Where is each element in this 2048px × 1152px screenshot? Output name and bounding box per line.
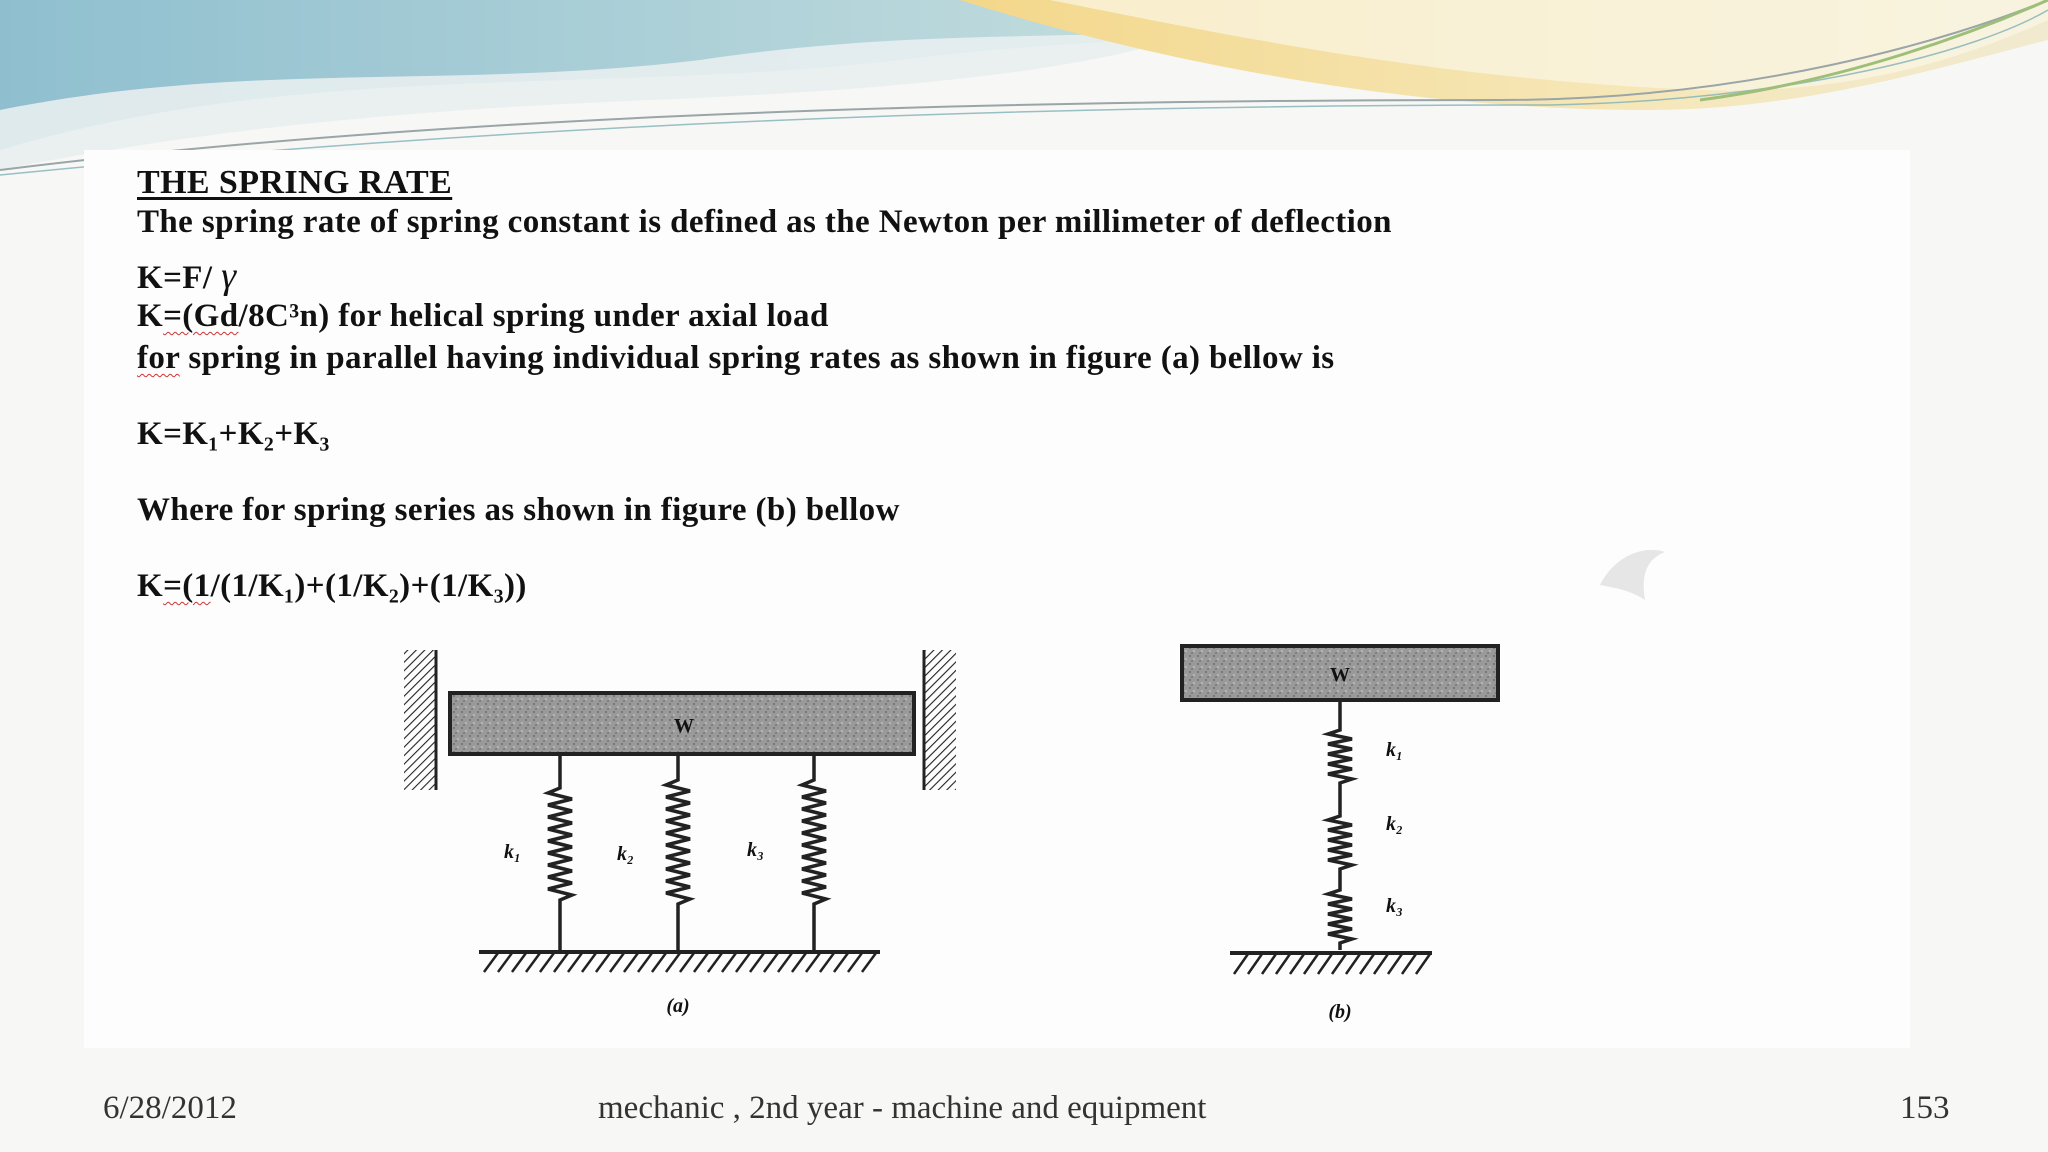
spring-a2	[666, 755, 690, 950]
watermark-mark	[1590, 540, 1670, 610]
spring-label-a1: k₁	[504, 841, 521, 863]
weight-label-a: W	[674, 715, 694, 737]
spring-b-series	[1328, 700, 1352, 950]
ground-hatch-b	[1234, 954, 1430, 974]
footer-page-number: 153	[1900, 1090, 1950, 1126]
figure-a-parallel-springs	[404, 650, 956, 1017]
gamma-symbol: γ	[221, 255, 237, 297]
parallel-line-spellcheck: for	[137, 340, 180, 376]
formula-basic-prefix: K=F/	[137, 260, 222, 296]
wall-right	[924, 650, 956, 790]
parallel-formula: K=K₁+K₂+K₃	[137, 416, 330, 452]
formula-helical-lead: K	[137, 298, 164, 334]
formula-helical-spellcheck: =(Gd	[163, 298, 239, 334]
series-line: Where for spring series as shown in figure (b) bellow	[137, 492, 900, 528]
spring-label-a3: k₃	[747, 839, 764, 861]
spring-label-b3: k₃	[1386, 895, 1403, 917]
footer-course: mechanic , 2nd year - machine and equipment	[598, 1090, 1207, 1126]
footer-date: 6/28/2012	[103, 1090, 237, 1126]
spring-label-b1: k₁	[1386, 739, 1403, 761]
series-formula-lead: K	[137, 568, 164, 604]
figure-b-caption: (b)	[1328, 1001, 1352, 1023]
ground-hatch-a	[484, 953, 876, 972]
spring-a1	[548, 755, 572, 950]
figure-a-caption: (a)	[666, 995, 690, 1017]
wall-left	[404, 650, 436, 790]
series-formula-rest: /(1/K₁)+(1/K₂)+(1/K₃))	[210, 568, 527, 604]
figure-b-series-springs	[1182, 646, 1498, 1023]
spring-a3	[802, 755, 826, 950]
definition-text: The spring rate of spring constant is defined as the Newton per millimeter of deflection	[137, 204, 1392, 240]
formula-helical-rest: /8C³n) for helical spring under axial load	[238, 298, 829, 334]
spring-label-a2: k₂	[617, 843, 634, 865]
series-formula-spellcheck: =(1	[163, 568, 211, 604]
spring-label-b2: k₂	[1386, 813, 1403, 835]
slide-heading: THE SPRING RATE	[137, 164, 453, 201]
weight-label-b: W	[1330, 664, 1350, 686]
parallel-line-rest: spring in parallel having individual spring rates as shown in figure (a) bellow is	[179, 340, 1335, 376]
